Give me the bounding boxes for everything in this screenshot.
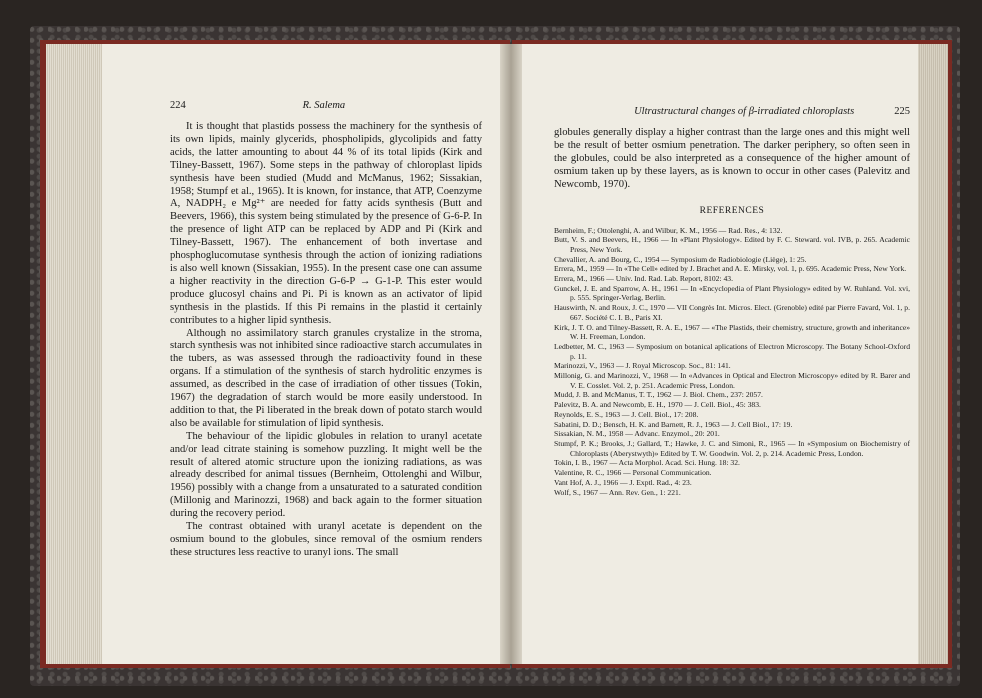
left-page xyxy=(46,44,508,664)
reference-item: Errera, M., 1959 — In «The Cell» edited by J. Brachet and A. E. Mirsky, vol. 1, p. 695. Academic Press, New York. xyxy=(554,264,907,274)
reference-item: Butt, V. S. and Beevers, H., 1966 — In «Plant Physiology». Edited by F. C. Steward. vol. IVB, p. 265. Academic Press, New York. xyxy=(554,235,910,254)
paragraph: Although no assimilatory starch granules crystalize in the stroma, starch synthesis was not inhibited since radioactive starch accumulates in the tubers, as was assessed through the radioactivity found in these organs. If a stimulation of the synthesis of starch hydrolitic enzymes is assumed, as described in the case of irradiation of other tissues (Tokin, 1967) the degradation of starch would be more easily understood. In addition to that, the Pi liberated in the break down of potato starch would also be available for stimulation of lipid synthesis. xyxy=(170,327,482,429)
reference-item: Chevallier, A. and Bourg, C., 1954 — Symposium de Radiobiologie (Liège), 1: 25. xyxy=(554,254,807,264)
reference-item: Kirk, J. T. O. and Tilney-Bassett, R. A. E., 1967 — «The Plastids, their chemistry, structure, growth and inheritance» W. H. Freeman, London. xyxy=(554,322,910,342)
reference-item: Sabatini, D. D.; Bensch, H. K. and Barnett, R. J., 1963 — J. Cell Biol., 17: 19. xyxy=(554,419,793,429)
page-number-left: 224 xyxy=(170,100,186,111)
reference-item: Valentine, R. C., 1966 — Personal Communication. xyxy=(554,468,712,478)
paragraph: The contrast obtained with uranyl acetate is dependent on the osmium bound to the globules, since removal of the osmium renders these structures less reactive to uranyl ions. The small xyxy=(170,521,482,558)
reference-item: Ledbetter, M. C., 1963 — Symposium on botanical aplications of Electron Microscopy. The Botany School-Oxford p. 11. xyxy=(554,341,910,361)
reference-item: Hauswirth, N. and Roux, J. C., 1970 — VII Congrès Int. Micros. Elect. (Grenoble) edité par Pierre Favard, Vol. 1, p. 667. Société C. I. B., Paris XI. xyxy=(554,303,910,322)
reference-item: Mudd, J. B. and McManus, T. T., 1962 — J. Biol. Chem., 237: 2057. xyxy=(554,390,763,400)
reference-item: Bernheim, F.; Ottolenghi, A. and Wilbur, K. M., 1956 — Rad. Res., 4: 132. xyxy=(554,225,783,235)
reference-item: Tokin, I. B., 1967 — Acta Morphol. Acad. Sci. Hung. 18: 32. xyxy=(554,458,740,468)
left-page-edges xyxy=(46,44,102,664)
paragraph: It is thought that plastids possess the machinery for the synthesis of its own lipids, mainly glycerids, phospholipids, glycolipids and fatty acids, the latter amounting to about 44 % of its total lipids (Kirk and Tilney-Bassett, 1967). Some steps in the pathway of chloroplast lipids synthesis have been studied (Mudd and McManus, 1962; Sissakian, 1958; Stumpf et al., 1965). It is known, for instance, that ATP, Coenzyme A, NADPH₂ e Mg²⁺ are needed for fatty acids synthesis (Butt and Beevers, 1966), this system being stimulated by the presence of G-6-P. In the presence of light ATP can be replaced by ADP and Pi (Kirk and Tilney-Bassett, 1967). The enhancement of both invertase and phosphoglucomutase synthesis through the action of ionizing radiations is also well known (Sissakian, 1955). In the present case one can assume a higher reactivity in the direction G-6-P → G-1-P. This ester would produce glucosyl chains and Pi. Pi is known as an activator of lipid synthesis in the plastids. If this Pi remains in the plastid it certainly contributes to a higher lipid synthesis. xyxy=(170,121,482,326)
reference-item: Vant Hof, A. J., 1966 — J. Exptl. Rad., 4: 23. xyxy=(554,477,692,487)
right-page-header xyxy=(554,106,910,117)
right-page-edges xyxy=(918,44,948,664)
book-gutter xyxy=(500,44,522,664)
reference-item: Errera, M., 1966 — Univ. Ind. Rad. Lab. Report, 8102: 43. xyxy=(554,274,733,284)
right-page-body xyxy=(554,127,910,192)
running-head-right: Ultrastructural changes of β-irradiated chloroplasts xyxy=(634,106,855,117)
reference-item: Sissakian, N. M., 1958 — Advanc. Enzymol., 20: 201. xyxy=(554,429,720,439)
reference-item: Marinozzi, V., 1963 — J. Royal Microscop. Soc., 81: 141. xyxy=(554,361,731,371)
left-page-body xyxy=(170,121,482,560)
running-head-left: R. Salema xyxy=(302,100,346,111)
page-number-right: 225 xyxy=(894,106,910,117)
references-list xyxy=(554,226,910,498)
reference-item: Gunckel, J. E. and Sparrow, A. H., 1961 — In «Encyclopedia of Plant Physiology» edited by W. Ruhland. Vol. xvi, p. 555. Springer-Verlag, Berlin. xyxy=(554,283,910,303)
reference-item: Stumpf, P. K.; Brooks, J.; Gallard, T.; Hawke, J. C. and Simoni, R., 1965 — In «Symposium on Biochemistry of Chloroplasts (Aberystwyth)» Edited by T. W. Goodwin. Vol. 2, p. 214. Academic Press, London. xyxy=(554,439,910,458)
reference-item: Wolf, S., 1967 — Ann. Rev. Gen., 1: 221. xyxy=(554,487,681,497)
reference-item: Reynolds, E. S., 1963 — J. Cell. Biol., 17: 208. xyxy=(554,409,699,419)
paragraph: globules generally display a higher contrast than the large ones and this might well be the result of better osmium penetration. The darker periphery, so often seen in the globules, could be also interpreted as a consequence of the higher amount of osmium taken up by these layers, as is known to occur in other cases (Palevitz and Newcomb, 1970). xyxy=(554,127,910,190)
reference-item: Millonig, G. and Marinozzi, V., 1968 — In «Advances in Optical and Electron Microscopy» edited by R. Barer and V. E. Cosslet. Vol. 2, p. 251. Academic Press, London. xyxy=(554,371,910,390)
references-heading: REFERENCES xyxy=(699,205,765,216)
right-page xyxy=(516,44,930,664)
reference-item: Palevitz, B. A. and Newcomb, E. H., 1970 — J. Cell. Biol., 45: 383. xyxy=(554,400,761,410)
paragraph: The behaviour of the lipidic globules in relation to uranyl acetate and/or lead citrate staining is somehow puzzling. It might well be the result of altered atomic structure upon the ionizing radiations, as was already described for animal tissues (Bernheim, Ottolenghi and Wilbur, 1956) possibly with a change from a unsaturated to a saturated condition (Millonig and Marinozzi, 1968) and back again to the former situation during the recovery period. xyxy=(170,430,482,520)
left-page-header xyxy=(170,100,482,111)
